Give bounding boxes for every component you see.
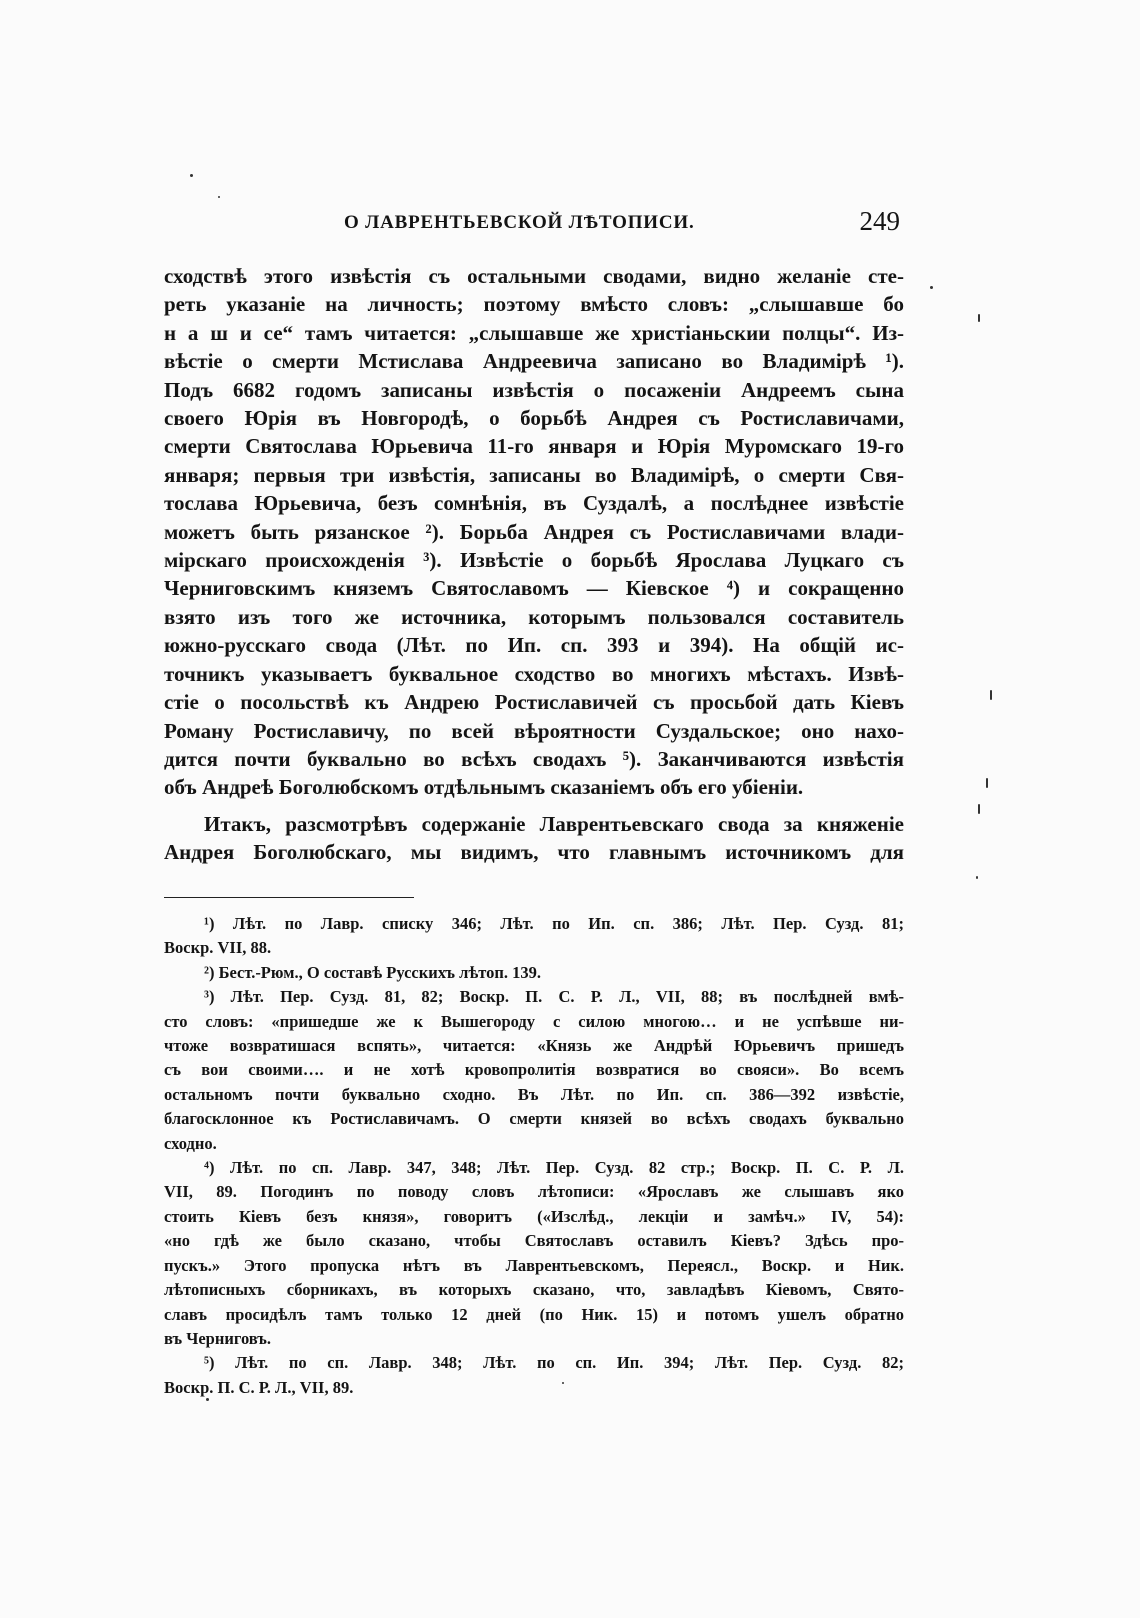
scan-speck bbox=[978, 314, 980, 322]
footnote-line: ⁵) Лѣт. по сп. Лавр. 348; Лѣт. по сп. Ип. 394; Лѣт. Пер. Сузд. 82; bbox=[204, 1353, 904, 1373]
footnote-line: пускъ.» Этого пропуска нѣтъ въ Лаврентьевскомъ, Переясл., Воскр. и Ник. bbox=[164, 1255, 904, 1275]
text-line: Черниговскимъ княземъ Святославомъ — Кіевское ⁴) и сокращенно bbox=[164, 576, 904, 601]
running-header bbox=[164, 206, 904, 242]
text-line: мірскаго происхожденія ³). Извѣстіе о борьбѣ Ярослава Луцкаго съ bbox=[164, 548, 904, 573]
page-number: 249 bbox=[859, 206, 900, 236]
scan-speck bbox=[218, 196, 220, 198]
text-line: Андрея Боголюбскаго, мы видимъ, что главнымъ источникомъ для bbox=[164, 840, 904, 865]
footnote-line: Воскр. П. С. Р. Л., VII, 89. bbox=[164, 1377, 354, 1397]
footnote-line: остальномъ почти буквально сходно. Въ Лѣт. по Ип. сп. 386—392 извѣстіе, bbox=[164, 1084, 904, 1104]
running-title: О ЛАВРЕНТЬЕВСКОЙ ЛѢТОПИСИ. bbox=[344, 212, 695, 233]
footnote-line: сходно. bbox=[164, 1133, 217, 1153]
text-line: объ Андреѣ Боголюбскомъ отдѣльнымъ сказаніемъ объ его убіеніи. bbox=[164, 775, 804, 800]
footnote-line: ⁴) Лѣт. по сп. Лавр. 347, 348; Лѣт. Пер. Сузд. 82 стр.; Воскр. П. С. Р. Л. bbox=[204, 1158, 904, 1178]
text-line: Роману Ростиславичу, по всей вѣроятности Суздальское; оно нахо- bbox=[164, 718, 904, 743]
text-line: стіе о посольствѣ къ Андрею Ростиславичей съ просьбой дать Кіевъ bbox=[164, 690, 904, 715]
text-line: реть указаніе на личность; поэтому вмѣсто словъ: „слышавше бо bbox=[164, 292, 904, 317]
footnote-line: лѣтописныхъ сборникахъ, въ которыхъ сказано, что, завладѣвъ Кіевомъ, Свято- bbox=[164, 1280, 904, 1300]
text-line: точникъ указываетъ буквальное сходство во многихъ мѣстахъ. Извѣ- bbox=[164, 661, 904, 686]
footnote-line: чтоже возвратишася вспять», читается: «Князь же Андрѣй Юрьевичъ пришедъ bbox=[164, 1036, 904, 1056]
scan-speck bbox=[986, 778, 988, 788]
footnote-line: ¹) Лѣт. по Лавр. списку 346; Лѣт. по Ип. сп. 386; Лѣт. Пер. Сузд. 81; bbox=[204, 914, 904, 933]
text-line: взято изъ того же источника, которымъ пользовался составитель bbox=[164, 604, 904, 629]
footnote-line: стоить Кіевъ безъ князя», говоритъ («Изслѣд., лекціи и замѣч.» IV, 54): bbox=[164, 1206, 904, 1226]
footnote-line: славъ просидѣлъ тамъ только 12 дней (по Ник. 15) и потомъ ушелъ обратно bbox=[164, 1304, 904, 1324]
footnote-line: благосклонное къ Ростиславичамъ. О смерти князей во всѣхъ сводахъ буквально bbox=[164, 1109, 904, 1129]
scan-speck bbox=[190, 174, 193, 177]
scan-speck bbox=[976, 876, 978, 879]
footnote-line: VII, 89. Погодинъ по поводу словъ лѣтописи: «Ярославъ же слышавъ яко bbox=[164, 1182, 904, 1202]
text-line: января; первыя три извѣстія, записаны во Владимірѣ, о смерти Свя- bbox=[164, 462, 904, 487]
footnote-line: ²) Бест.-Рюм., О составѣ Русскихъ лѣтоп. 139. bbox=[204, 962, 542, 982]
text-line: своего Юрія въ Новгородѣ, о борьбѣ Андрея съ Ростиславичами, bbox=[164, 406, 904, 431]
scan-speck bbox=[990, 690, 992, 700]
text-line: Подъ 6682 годомъ записаны извѣстія о посаженіи Андреемъ сына bbox=[164, 377, 904, 402]
text-line: сходствѣ этого извѣстія съ остальными сводами, видно желаніе сте- bbox=[164, 264, 904, 288]
footnote-line: сто словъ: «пришедше же к Вышегороду с силою многою… и не успѣвше ни- bbox=[164, 1011, 904, 1031]
text-line: дится почти буквально во всѣхъ сводахъ ⁵). Заканчиваются извѣстія bbox=[164, 746, 904, 771]
footnotes bbox=[164, 912, 904, 1400]
main-text bbox=[164, 262, 904, 867]
text-line: тослава Юрьевича, безъ сомнѣнія, въ Суздалѣ, а послѣднее извѣстіе bbox=[164, 491, 904, 516]
footnote-divider bbox=[164, 897, 414, 898]
scan-speck bbox=[206, 1398, 209, 1401]
text-line: южно-русскаго свода (Лѣт. по Ип. сп. 393 и 394). На общій ис- bbox=[164, 633, 904, 658]
scan-speck bbox=[978, 804, 980, 814]
footnote-line: ³) Лѣт. Пер. Сузд. 81, 82; Воскр. П. С. Р. Л., VII, 88; въ послѣдней вмѣ- bbox=[204, 987, 904, 1007]
text-line: Итакъ, разсмотрѣвъ содержаніе Лаврентьевскаго свода за княженіе bbox=[204, 811, 904, 836]
footnote-line: въ Черниговъ. bbox=[164, 1328, 272, 1348]
text-line: н а ш и се“ тамъ читается: „слышавше же христіаньскии полцы“. Из- bbox=[164, 320, 904, 345]
footnote-line: «но гдѣ же было сказано, чтобы Святославъ оставилъ Кіевъ? Здѣсь про- bbox=[164, 1231, 904, 1251]
scan-speck bbox=[562, 1382, 564, 1384]
footnote-line: Воскр. VII, 88. bbox=[164, 938, 272, 958]
text-line: смерти Святослава Юрьевича 11-го января и Юрія Муромскаго 19-го bbox=[164, 434, 904, 459]
text-line: можетъ быть рязанское ²). Борьба Андрея съ Ростиславичами влади- bbox=[164, 519, 904, 544]
scan-speck bbox=[930, 286, 933, 289]
text-line: вѣстіе о смерти Мстислава Андреевича записано во Владимірѣ ¹). bbox=[164, 349, 904, 374]
footnote-line: съ вои своими…. и не хотѣ кровопролитія возвратися во свояси». Во всемъ bbox=[164, 1060, 904, 1080]
